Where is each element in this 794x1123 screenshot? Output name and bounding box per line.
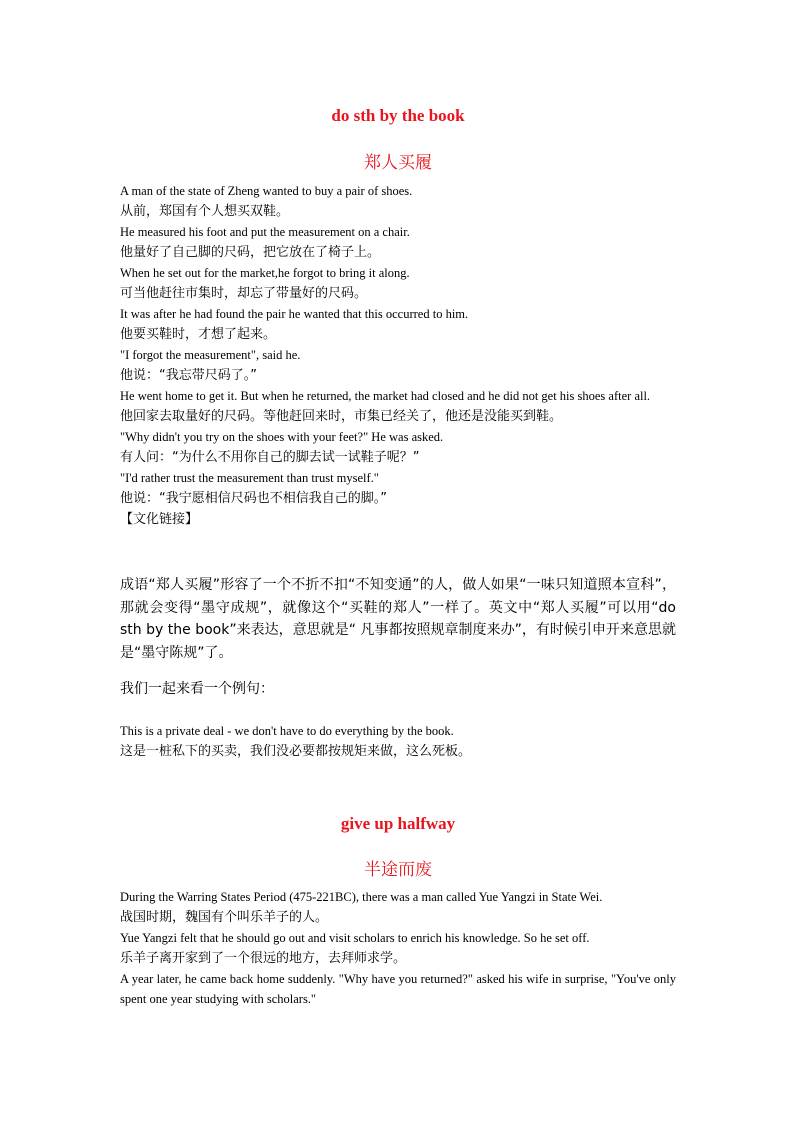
culture-paragraph: 成语“郑人买履”形容了一个不折不扣“不知变通”的人，做人如果“一味只知道照本宣科”，那就会变得“墨守成规”，就像这个“买鞋的郑人”一样了。英文中“郑人买履”可以用“do sth by the book”来表达，意思就是“ 凡事都按照规章制度来办”，有时候引申开来意思就是“墨守陈规”了。 bbox=[120, 577, 676, 661]
story-line-zh: 他说：“我宁愿相信尺码也不相信我自己的脚。” bbox=[120, 491, 387, 506]
story-line-en: It was after he had found the pair he wanted that this occurred to him. bbox=[120, 307, 469, 321]
story-line-zh: 可当他赶往市集时，却忘了带量好的尺码。 bbox=[120, 286, 368, 301]
example-block bbox=[120, 721, 676, 762]
example-sentence-zh: 这是一桩私下的买卖，我们没必要都按规矩来做，这么死板。 bbox=[120, 744, 472, 759]
section1-title-zh: 郑人买履 bbox=[364, 153, 432, 173]
story-line-zh: 从前，郑国有个人想买双鞋。 bbox=[120, 204, 290, 219]
story-line-en: A man of the state of Zheng wanted to buy a pair of shoes. bbox=[120, 184, 413, 198]
story-line-en: A year later, he came back home suddenly. "Why have you returned?" asked his wife in surprise, "You've only spent one year studying with scholars." bbox=[120, 972, 676, 1006]
example-intro: 我们一起来看一个例句： bbox=[120, 681, 274, 697]
section2-title-en: give up halfway bbox=[340, 814, 456, 833]
story-line-en: During the Warring States Period (475-221BC), there was a man called Yue Yangzi in State Wei. bbox=[120, 890, 603, 904]
section1-title-en: do sth by the book bbox=[331, 106, 465, 125]
story-line-zh: 有人问：“为什么不用你自己的脚去试一试鞋子呢？” bbox=[120, 450, 420, 465]
example-sentence-en: This is a private deal - we don't have to do everything by the book. bbox=[120, 724, 454, 738]
story-line-en: Yue Yangzi felt that he should go out and visit scholars to enrich his knowledge. So he set off. bbox=[120, 931, 590, 945]
story-line-en: "I'd rather trust the measurement than trust myself." bbox=[120, 471, 379, 485]
story-line-zh: 他回家去取量好的尺码。等他赶回来时，市集已经关了，他还是没能买到鞋。 bbox=[120, 409, 563, 424]
story-line-zh: 他量好了自己脚的尺码，把它放在了椅子上。 bbox=[120, 245, 381, 260]
story-line-zh: 他说：“我忘带尺码了。” bbox=[120, 368, 257, 383]
story-line-zh: 他要买鞋时，才想了起来。 bbox=[120, 327, 277, 342]
story-line-en: "I forgot the measurement", said he. bbox=[120, 348, 301, 362]
story-line-en: He went home to get it. But when he returned, the market had closed and he did not get his shoes after all. bbox=[120, 389, 651, 403]
story-line-en: When he set out for the market,he forgot to bring it along. bbox=[120, 266, 410, 280]
story-line-zh: 乐羊子离开家到了一个很远的地方，去拜师求学。 bbox=[120, 951, 407, 966]
story-line-en: He measured his foot and put the measurement on a chair. bbox=[120, 225, 410, 239]
section2-story bbox=[120, 887, 676, 1009]
story-line-zh: 战国时期，魏国有个叫乐羊子的人。 bbox=[120, 910, 329, 925]
section2-title-zh: 半途而废 bbox=[364, 860, 432, 880]
culture-heading: 【文化链接】 bbox=[120, 512, 199, 527]
section1-story bbox=[120, 181, 676, 530]
story-line-en: "Why didn't you try on the shoes with your feet?" He was asked. bbox=[120, 430, 444, 444]
